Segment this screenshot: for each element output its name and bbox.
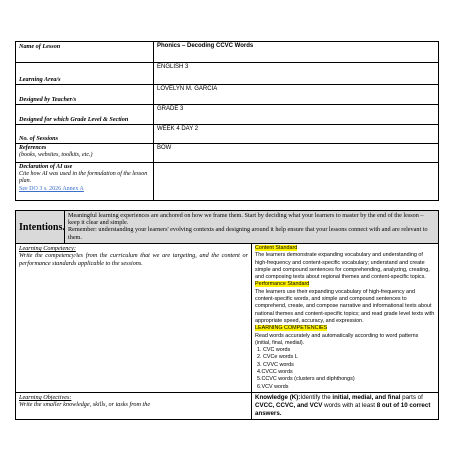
designed-by-label: Designed by Teacher/s <box>16 85 154 105</box>
objective-text-part: Identify the <box>300 393 333 401</box>
performance-standard-heading: Performance Standard <box>255 281 310 288</box>
references-note: (books, websites, toolkits, etc.) <box>19 152 93 158</box>
table-row <box>16 63 439 85</box>
ai-use-value <box>154 163 439 201</box>
competency-label: Learning Competency: <box>19 245 76 252</box>
objectives-row <box>16 392 439 419</box>
objective-text-part: words with at least <box>322 401 377 409</box>
references-cell <box>16 144 154 163</box>
table-row <box>16 85 439 105</box>
list-item: 6.VCV words <box>257 383 289 390</box>
competencies-heading: LEARNING COMPETENCIES <box>255 325 328 332</box>
intentions-description: Meaningful learning experiences are anchored on how we frame them. Start by deciding what your learners to master by the end of the lesson – keep it clear and simple. <box>68 212 424 227</box>
objective-text-part: parts of <box>400 393 423 401</box>
performance-standard-text: The learners use their expanding vocabulary of high-frequency and content-specific words, and simple and compound sentences to comprehend, create, and compose narrative and informational texts about national themes and content-specific topics; and read grade level texts with appropriate speed, accuracy, and expression. <box>255 288 435 324</box>
sessions-label: No. of Sessions <box>16 125 154 144</box>
list-item: 3. CVVC words <box>257 361 294 368</box>
ai-use-note: Cite how AI was used in the formulation of the lesson plan. <box>19 171 148 184</box>
competency-description: Write the competency/ies from the curriculum that we are targeting, and the content or performance standards applicable to the sessions. <box>19 252 248 267</box>
content-standard-heading: Content Standard <box>255 245 298 251</box>
name-of-lesson-value: Phonics – Decoding CCVC Words <box>154 42 439 63</box>
objective-bold-part: CVCC, CCVC, and VCV <box>255 401 323 409</box>
table-row <box>16 105 439 125</box>
name-of-lesson-label: Name of Lesson <box>16 42 154 63</box>
references-value: BOW <box>154 144 439 163</box>
table-row <box>16 163 439 201</box>
list-item: 1. CVC words <box>257 347 291 354</box>
ai-use-label: Declaration of AI use <box>19 164 73 170</box>
competency-left-cell <box>16 244 252 393</box>
objective-knowledge-label: Knowledge (K): <box>255 393 301 401</box>
grade-level-label: Designed for which Grade Level & Section <box>16 105 154 125</box>
table-row <box>16 42 439 63</box>
intentions-table <box>15 210 439 420</box>
objectives-label: Learning Objectives: <box>19 393 72 401</box>
list-item: 4.CVCC words <box>257 369 293 376</box>
list-item: 2. CVCe words L <box>257 354 298 361</box>
table-row <box>16 125 439 144</box>
grade-level-value: GRADE 3 <box>154 105 439 125</box>
intentions-header-row <box>16 211 439 244</box>
ai-use-cell <box>16 163 154 201</box>
learning-area-value: ENGLISH 3 <box>154 63 439 85</box>
objectives-description: Write the smaller knowledge, skills, or tasks from the <box>19 401 151 409</box>
objectives-left-cell <box>16 392 252 419</box>
ai-use-link[interactable]: See DO 3 s. 2026 Annex A <box>19 186 84 192</box>
intentions-title: Intentions. <box>16 211 65 244</box>
learning-area-label: Learning Area/s <box>16 63 154 85</box>
objectives-right-cell <box>252 392 439 419</box>
competencies-intro: Read words accurately and automatically according to word patterns (initial, final, medial). <box>255 332 419 346</box>
sessions-value: WEEK 4 DAY 2 <box>154 125 439 144</box>
table-row <box>16 144 439 163</box>
designed-by-value: LOVELYN M. GARCIA <box>154 85 439 105</box>
objective-bold-part: 8 out of 10 correct answers. <box>255 401 431 417</box>
competency-right-cell <box>252 244 439 393</box>
intentions-description-cell <box>65 211 439 244</box>
content-standard-text: The learners demonstrate expanding vocabulary and understanding of high-frequency and content-specific vocabulary; understand and create simple and compound sentences for comprehending, analyzing, creating, and composing texts about regional themes and content-specific topics. <box>255 252 430 281</box>
objective-bold-part: initial, medial, and final <box>332 393 401 401</box>
lesson-info-table <box>15 41 439 201</box>
competency-row <box>16 244 439 393</box>
references-label: References <box>19 145 47 151</box>
list-item: 5.CCVC words (clusters and diphthongs) <box>257 376 355 383</box>
intentions-reminder: Remember: understanding your learners' evolving contexts and designing around it help ensure that your lessons connect with and are relevant to them. <box>68 226 428 241</box>
